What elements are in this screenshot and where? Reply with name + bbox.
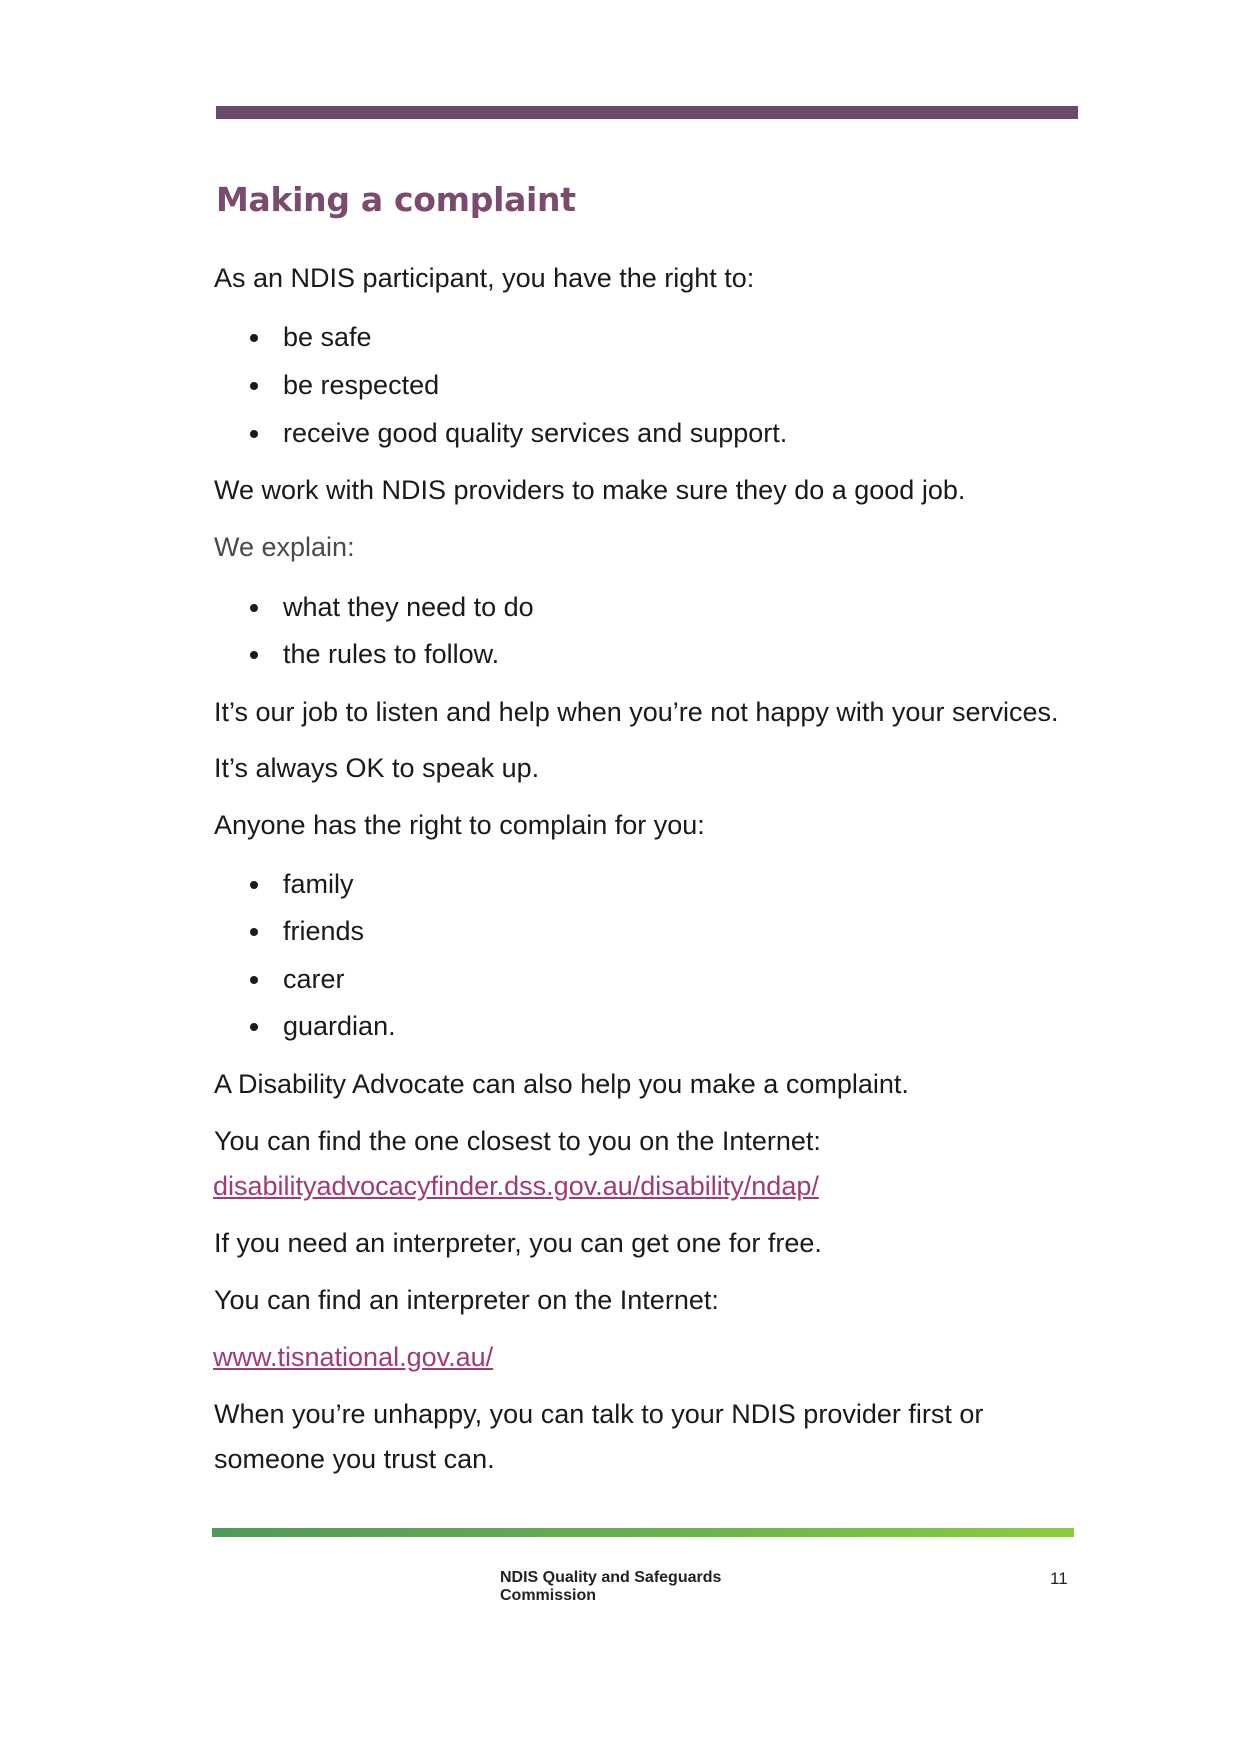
list-item-text: what they need to do bbox=[283, 592, 534, 622]
list-item-text: guardian. bbox=[283, 1011, 396, 1041]
header-divider bbox=[216, 106, 1078, 119]
unhappy-text-line-2: someone you trust can. bbox=[214, 1444, 495, 1474]
bullet-icon bbox=[250, 382, 258, 390]
providers-text: We work with NDIS providers to make sure they do a good job. bbox=[214, 475, 966, 505]
anyone-text: Anyone has the right to complain for you: bbox=[214, 810, 705, 840]
list-item-text: receive good quality services and support. bbox=[283, 418, 788, 448]
bullet-icon bbox=[250, 334, 258, 342]
find-advocate-text: You can find the one closest to you on the Internet: bbox=[214, 1126, 821, 1156]
page-number: 11 bbox=[1050, 1569, 1068, 1588]
bullet-icon bbox=[250, 430, 258, 438]
intro-text: As an NDIS participant, you have the right to: bbox=[214, 263, 755, 293]
interpreter-link[interactable]: www.tisnational.gov.au/ bbox=[213, 1342, 494, 1372]
list-item-text: be safe bbox=[283, 322, 372, 352]
list-item-text: be respected bbox=[283, 370, 440, 400]
footer-divider bbox=[212, 1528, 1074, 1537]
ok-text: It’s always OK to speak up. bbox=[214, 753, 540, 783]
bullet-icon bbox=[250, 976, 258, 984]
bullet-icon bbox=[250, 881, 258, 889]
interpreter-text: If you need an interpreter, you can get one for free. bbox=[214, 1228, 822, 1258]
page-title: Making a complaint bbox=[216, 180, 576, 219]
list-item-text: the rules to follow. bbox=[283, 639, 500, 669]
explain-label: We explain: bbox=[214, 532, 355, 562]
advocate-text: A Disability Advocate can also help you make a complaint. bbox=[214, 1069, 909, 1099]
list-item-text: carer bbox=[283, 964, 345, 994]
bullet-icon bbox=[250, 1023, 258, 1031]
bullet-icon bbox=[250, 651, 258, 659]
bullet-icon bbox=[250, 928, 258, 936]
list-item-text: friends bbox=[283, 916, 365, 946]
footer-organisation: NDIS Quality and Safeguards Commission bbox=[500, 1569, 722, 1604]
unhappy-text-line-1: When you’re unhappy, you can talk to your NDIS provider first or bbox=[214, 1399, 984, 1429]
bullet-icon bbox=[250, 604, 258, 612]
job-text: It’s our job to listen and help when you’re not happy with your services. bbox=[214, 697, 1059, 727]
advocate-finder-link[interactable]: disabilityadvocacyfinder.dss.gov.au/disability/ndap/ bbox=[213, 1171, 819, 1201]
list-item-text: family bbox=[283, 869, 354, 899]
find-interpreter-text: You can find an interpreter on the Internet: bbox=[214, 1285, 719, 1315]
